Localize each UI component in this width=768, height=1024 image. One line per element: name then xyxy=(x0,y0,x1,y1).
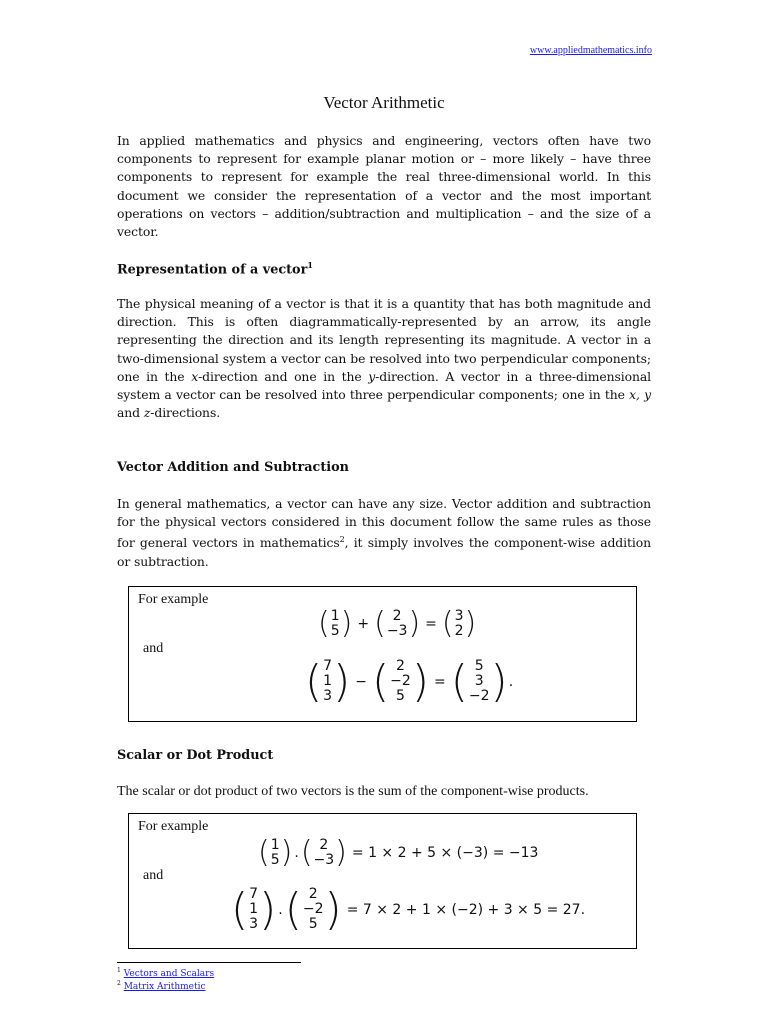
addition-equation: ( 1 5 ) + ( 2 −3 ) = ( 3 2 ) xyxy=(318,606,477,641)
vector: ( 2 −2 5 ) xyxy=(284,884,342,935)
and-label: and xyxy=(143,641,164,656)
footnote-2: $^2$ Matrix Arithmetic xyxy=(117,980,206,992)
dot-product-paragraph: The scalar or dot product of two vectors is the sum of the component-wise products. xyxy=(117,784,589,799)
footnote-link-vectors-and-scalars[interactable]: Vectors and Scalars xyxy=(123,969,215,979)
subtraction-equation: ( 7 1 3 ) − ( 2 −2 5 ) = ( 5 3 −2 ) . xyxy=(305,656,514,707)
vector: ( 2 −3 ) xyxy=(300,835,347,870)
footnote-separator xyxy=(117,962,301,963)
heading-addition: Vector Addition and Subtraction xyxy=(117,460,349,475)
header-url-link[interactable]: www.appliedmathematics.info xyxy=(529,45,652,56)
page-title: Vector Arithmetic xyxy=(323,93,445,112)
dot-product-equation-1: ( 1 5 ) . ( 2 −3 ) = 1 × 2 + 5 × (−3) = −13 xyxy=(258,835,539,870)
vector: ( 2 −3 ) xyxy=(374,606,421,641)
vector: ( 7 1 3 ) xyxy=(305,656,351,707)
footnote-link-matrix-arithmetic[interactable]: Matrix Arithmetic xyxy=(123,982,206,992)
dot-product-equation-2: ( 7 1 3 ) . ( 2 −2 5 ) = 7 × 2 + 1 × (−2) + 3 × 5 = 27. xyxy=(231,884,586,935)
for-example-label: For example xyxy=(138,819,209,834)
footnote-ref-2: 2 xyxy=(339,535,345,545)
for-example-label: For example xyxy=(138,592,209,607)
representation-paragraph: The physical meaning of a vector is that it is a quantity that has both magnitude and direction. This is often diagrammatically-represented by an arrow, its angle representing the direction and its length representing its magnitude. A vector in a two-dimensional system a vector can be resolved into two perpendicular components; one in the x-direction and one in the y-direction. A vector in a three-dimensional system a vector can be resolved into three perpendicular components; one in the x, y and z-directions. xyxy=(117,296,651,421)
vector: ( 3 2 ) xyxy=(441,606,477,641)
heading-dot-product: Scalar or Dot Product xyxy=(117,748,274,763)
example-box-addition xyxy=(128,586,637,722)
vector: ( 5 3 −2 ) xyxy=(450,656,508,707)
intro-paragraph: In applied mathematics and physics and engineering, vectors often have two components to represent for example planar motion or – more likely – have three components to represent for example the real three-dimensional world. In this document we consider the representation of a vector and the most important operations on vectors – addition/subtraction and multiplication – and the size of a vector. xyxy=(117,133,651,240)
vector: ( 1 5 ) xyxy=(318,606,353,641)
and-label: and xyxy=(143,868,164,883)
heading-representation: Representation of a vector$^1$ xyxy=(117,260,313,278)
vector: ( 2 −2 5 ) xyxy=(372,656,429,707)
footnote-1: $^1$ Vectors and Scalars xyxy=(117,967,215,979)
footnote-ref-1: 1 xyxy=(307,260,313,270)
addition-paragraph: In general mathematics, a vector can have any size. Vector addition and subtraction for the physical vectors considered in this document follow the same rules as those for general vectors in mathematics$^2$, it simply involves the component-wise addition or subtraction. xyxy=(117,496,651,569)
example-box-dot-product xyxy=(128,813,637,949)
vector: ( 7 1 3 ) xyxy=(231,884,277,935)
vector: ( 1 5 ) xyxy=(258,835,293,870)
